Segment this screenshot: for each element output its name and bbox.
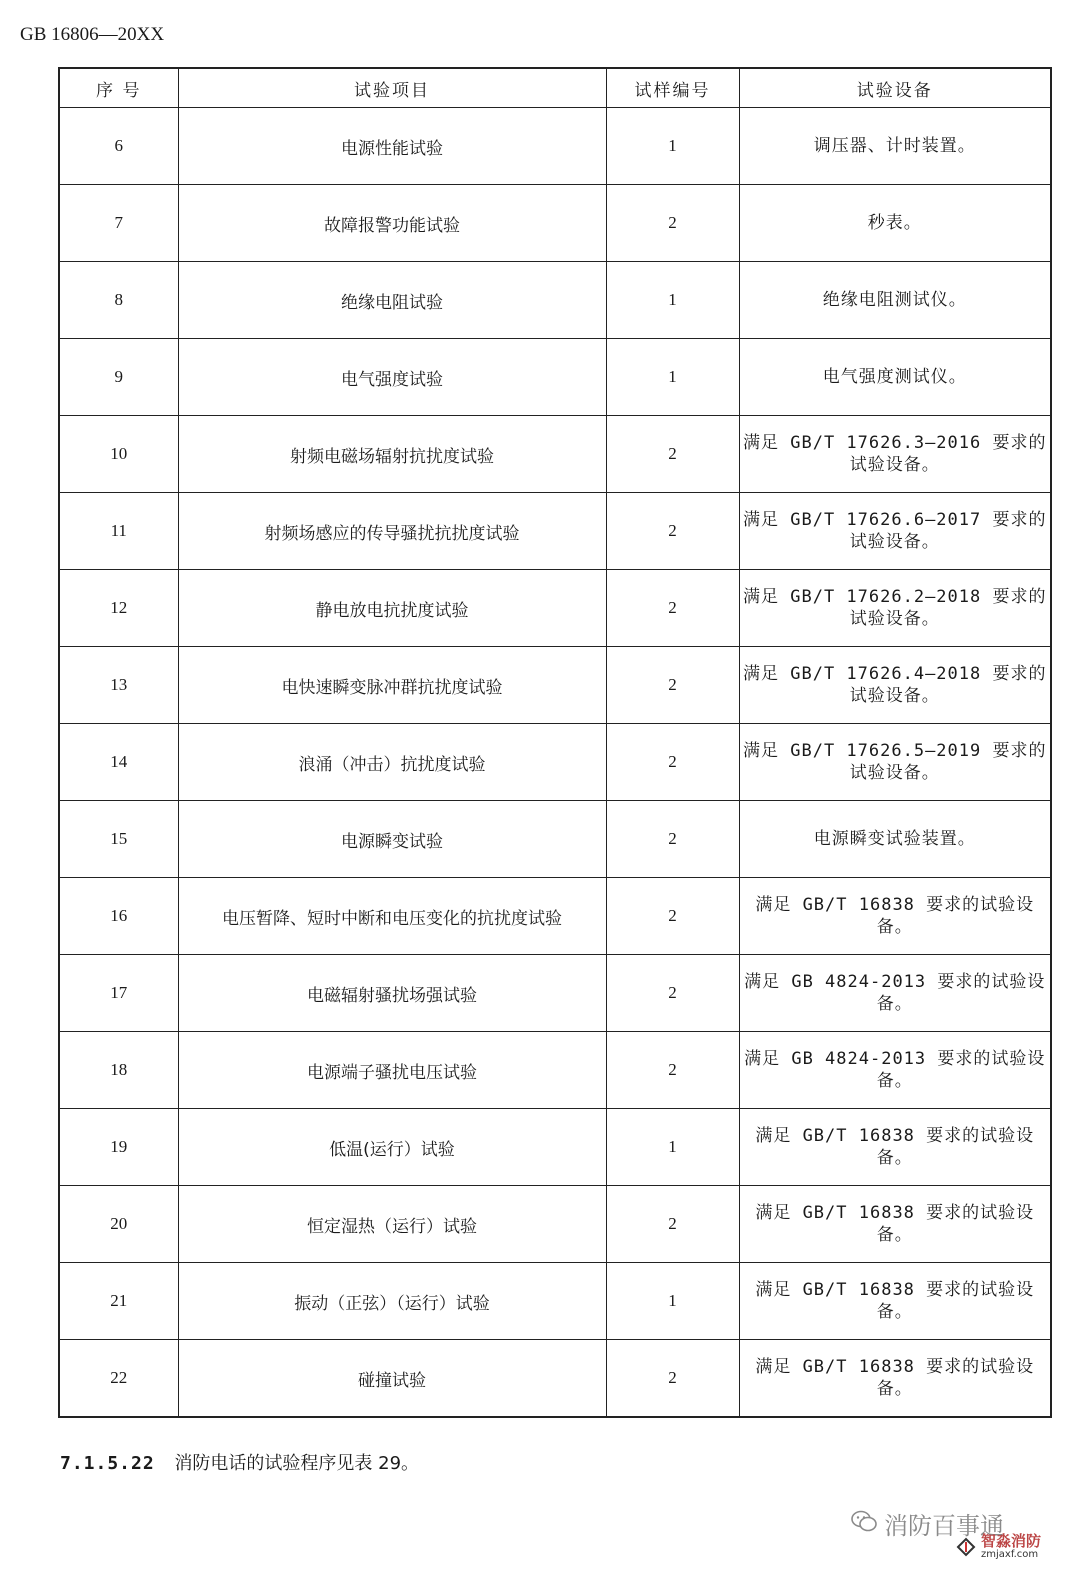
row-equipment: 满足 GB/T 16838 要求的试验设备。 — [739, 1186, 1051, 1263]
row-index: 21 — [59, 1263, 178, 1340]
table-row — [59, 185, 1051, 262]
row-index: 19 — [59, 1109, 178, 1186]
row-sample-number: 2 — [606, 724, 739, 801]
table-row — [59, 1340, 1051, 1418]
row-index: 8 — [59, 262, 178, 339]
clause-text: 消防电话的试验程序见表 29。 — [174, 1453, 420, 1474]
table-row — [59, 108, 1051, 185]
row-sample-number: 2 — [606, 1032, 739, 1109]
row-sample-number: 2 — [606, 955, 739, 1032]
logo-site: zmjaxf.com — [981, 1549, 1039, 1560]
clause-line — [60, 1449, 419, 1475]
row-sample-number: 2 — [606, 878, 739, 955]
row-index: 11 — [59, 493, 178, 570]
row-index: 7 — [59, 185, 178, 262]
row-equipment: 满足 GB/T 16838 要求的试验设备。 — [739, 1340, 1051, 1418]
table-row — [59, 1263, 1051, 1340]
row-sample-number: 2 — [606, 801, 739, 878]
row-index: 18 — [59, 1032, 178, 1109]
row-equipment: 满足 GB 4824-2013 要求的试验设备。 — [739, 955, 1051, 1032]
row-equipment: 满足 GB/T 17626.6—2017 要求的试验设备。 — [739, 493, 1051, 570]
row-sample-number: 2 — [606, 493, 739, 570]
table-row — [59, 262, 1051, 339]
row-sample-number: 2 — [606, 1340, 739, 1418]
row-test-item: 低温(运行）试验 — [178, 1109, 606, 1186]
row-sample-number: 2 — [606, 185, 739, 262]
row-test-item: 电源端子骚扰电压试验 — [178, 1032, 606, 1109]
row-index: 15 — [59, 801, 178, 878]
logo-icon — [955, 1536, 977, 1558]
test-equipment-table — [58, 67, 1052, 1418]
logo-name: 智淼消防 — [981, 1532, 1042, 1550]
row-equipment: 满足 GB/T 16838 要求的试验设备。 — [739, 878, 1051, 955]
watermark-text: 消防百事通 — [884, 1512, 1004, 1540]
row-index: 6 — [59, 108, 178, 185]
row-equipment: 满足 GB/T 17626.4—2018 要求的试验设备。 — [739, 647, 1051, 724]
row-test-item: 浪涌（冲击）抗扰度试验 — [178, 724, 606, 801]
column-header-sample: 试样编号 — [606, 68, 739, 108]
table-row — [59, 1032, 1051, 1109]
row-sample-number: 1 — [606, 108, 739, 185]
row-sample-number: 2 — [606, 1186, 739, 1263]
table-row — [59, 801, 1051, 878]
table-row — [59, 724, 1051, 801]
row-test-item: 绝缘电阻试验 — [178, 262, 606, 339]
document-code: GB 16806—20XX — [20, 24, 165, 45]
row-equipment: 绝缘电阻测试仪。 — [739, 262, 1051, 339]
column-header-item: 试验项目 — [178, 68, 606, 108]
row-equipment: 调压器、计时装置。 — [739, 108, 1051, 185]
row-test-item: 电压暂降、短时中断和电压变化的抗扰度试验 — [178, 878, 606, 955]
row-index: 13 — [59, 647, 178, 724]
row-test-item: 静电放电抗扰度试验 — [178, 570, 606, 647]
row-equipment: 满足 GB 4824-2013 要求的试验设备。 — [739, 1032, 1051, 1109]
table-row — [59, 339, 1051, 416]
table-row — [59, 570, 1051, 647]
table-row — [59, 1186, 1051, 1263]
row-index: 9 — [59, 339, 178, 416]
row-equipment: 电气强度测试仪。 — [739, 339, 1051, 416]
table-row — [59, 416, 1051, 493]
site-logo — [955, 1533, 1041, 1560]
row-sample-number: 2 — [606, 647, 739, 724]
row-test-item: 恒定湿热（运行）试验 — [178, 1186, 606, 1263]
row-index: 16 — [59, 878, 178, 955]
table-body — [59, 108, 1051, 1418]
row-index: 12 — [59, 570, 178, 647]
table-row — [59, 1109, 1051, 1186]
row-test-item: 射频电磁场辐射抗扰度试验 — [178, 416, 606, 493]
row-test-item: 电快速瞬变脉冲群抗扰度试验 — [178, 647, 606, 724]
row-sample-number: 2 — [606, 570, 739, 647]
row-sample-number: 2 — [606, 416, 739, 493]
row-index: 14 — [59, 724, 178, 801]
column-header-index: 序 号 — [59, 68, 178, 108]
row-test-item: 电气强度试验 — [178, 339, 606, 416]
row-index: 17 — [59, 955, 178, 1032]
table-row — [59, 878, 1051, 955]
row-test-item: 电磁辐射骚扰场强试验 — [178, 955, 606, 1032]
row-sample-number: 1 — [606, 262, 739, 339]
row-test-item: 故障报警功能试验 — [178, 185, 606, 262]
row-equipment: 满足 GB/T 16838 要求的试验设备。 — [739, 1109, 1051, 1186]
row-sample-number: 1 — [606, 1109, 739, 1186]
row-index: 20 — [59, 1186, 178, 1263]
row-index: 22 — [59, 1340, 178, 1418]
row-test-item: 电源瞬变试验 — [178, 801, 606, 878]
row-test-item: 振动（正弦）（运行）试验 — [178, 1263, 606, 1340]
column-header-equipment: 试验设备 — [739, 68, 1051, 108]
row-test-item: 射频场感应的传导骚扰抗扰度试验 — [178, 493, 606, 570]
row-equipment: 秒表。 — [739, 185, 1051, 262]
row-equipment: 满足 GB/T 17626.3—2016 要求的试验设备。 — [739, 416, 1051, 493]
row-equipment: 满足 GB/T 16838 要求的试验设备。 — [739, 1263, 1051, 1340]
table-header-row — [59, 68, 1051, 108]
row-sample-number: 1 — [606, 339, 739, 416]
row-sample-number: 1 — [606, 1263, 739, 1340]
wechat-icon — [850, 1509, 878, 1539]
clause-number: 7.1.5.22 — [60, 1453, 155, 1474]
row-test-item: 电源性能试验 — [178, 108, 606, 185]
row-equipment: 满足 GB/T 17626.5—2019 要求的试验设备。 — [739, 724, 1051, 801]
row-equipment: 电源瞬变试验装置。 — [739, 801, 1051, 878]
row-index: 10 — [59, 416, 178, 493]
table-row — [59, 647, 1051, 724]
row-test-item: 碰撞试验 — [178, 1340, 606, 1418]
table-row — [59, 955, 1051, 1032]
table-row — [59, 493, 1051, 570]
row-equipment: 满足 GB/T 17626.2—2018 要求的试验设备。 — [739, 570, 1051, 647]
